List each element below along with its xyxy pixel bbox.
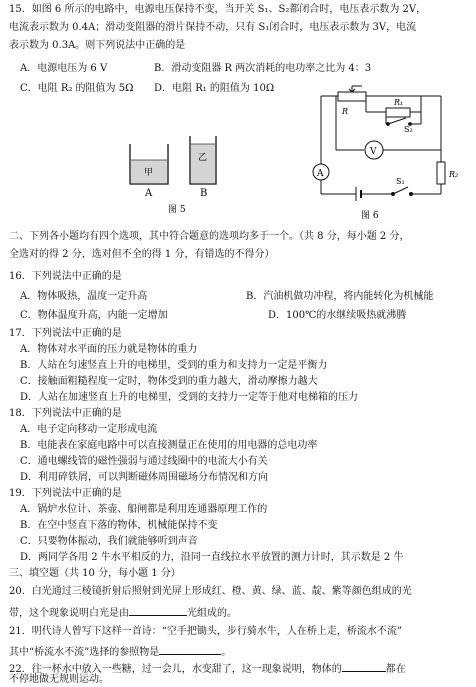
q15-stem-line-3: 表示数为 0.3A。则下列说法中正确的是 [9,40,186,51]
q21-answer-blank[interactable] [159,643,221,655]
q17-option-c: C．接触面粗糙程度一定时，物体受到的重力越大，滑动摩擦力越大 [20,376,318,387]
q16-option-a: A．物体吸热，温度一定升高 [20,291,148,302]
label-s2: S₂ [404,125,413,134]
label-s1: S₁ [396,177,405,186]
q19-option-c: C．只要物体振动，我们就能够听到声音 [20,536,198,547]
q18-option-b: B．电能表在家庭电路中可以直接测量正在使用的用电器的总电功率 [20,440,318,451]
label-v: V [370,147,377,157]
beaker-b-liquid [191,144,215,183]
q17-option-d: D．人站在加速竖直上升的电梯里，受到的支持力一定等于他对电梯箱的压力 [20,392,359,403]
q15-option-c: C．电阻 R₂ 的阻值为 5Ω [20,83,134,94]
figure-5-caption: 图 5 [168,205,186,214]
q19-option-a: A．锅炉水位计、茶壶、船闸都是利用连通器原理工作的 [20,504,268,515]
q21-line-1: 21．明代诗人曾写下这样一首诗：“空手把锄头，步行骑水牛，人在桥上走，桥流水不流” [9,626,402,637]
q15-option-a: A．电源电压为 6 V [20,63,108,74]
q22-text-before-blank: 22．往一杯水中放入一些糖，过一会儿，水变甜了，这一现象说明，物体的 [9,664,342,675]
q16-stem: 16．下列说法中正确的是 [9,271,122,282]
liquid-jia-label: 甲 [144,168,154,178]
q22-answer-blank[interactable] [342,660,386,672]
liquid-yi-label: 乙 [198,153,208,163]
q18-stem: 18．下列说法中正确的是 [9,408,122,419]
q20-line-2 [9,604,237,621]
rheostat-r [338,92,366,101]
q15-stem-line-1: 15．如图 6 所示的电路中，电源电压保持不变，当开关 S₁、S₂都闭合时，电压表示数为 2V， [9,4,427,15]
q20-answer-blank[interactable] [129,604,187,616]
label-r2: R₂ [449,170,459,179]
figure-6-circuit [296,84,468,224]
q19-option-d: D．两同学各用 2 牛水平相反的力，沿同一直线拉水平放置的测力计时，其示数是 2 牛 [20,552,404,563]
q17-option-b: B．人站在匀速竖直上升的电梯里，受到的重力和支持力一定是平衡力 [20,360,328,371]
q19-stem: 19．下列说法中正确的是 [9,488,122,499]
q21-text-before-blank: 其中“桥流水不流”选择的参照物是 [9,647,160,658]
q16-option-b: B．汽油机做功冲程，将内能转化为机械能 [246,291,434,302]
q17-option-a: A．物体对水平面的压力就是物体的重力 [20,344,198,355]
label-a: A [317,169,324,179]
label-r1: R₁ [394,98,404,107]
beaker-a-caption: A [145,188,153,199]
q22-text-after-blank: 都在 [385,664,406,675]
q15-option-d: D．电阻 R₁ 的阻值为 10Ω [154,83,275,94]
q17-stem: 17．下列说法中正确的是 [9,328,122,339]
q21-line-2 [9,643,231,660]
figure-6-caption: 图 6 [361,211,379,221]
q18-option-a: A．电子定向移动一定形成电流 [20,424,158,435]
q19-option-b: B．在空中竖直下落的物体，机械能保持不变 [20,520,218,531]
q18-option-c: C．通电螺线管的磁性强弱与通过线圈中的电流大小有关 [20,456,268,467]
resistor-r1 [386,108,410,117]
section-3-header: 三、填空题（共 10 分，每小题 1 分） [9,568,181,579]
beaker-b-caption: B [200,188,208,199]
q18-option-d: D．利用碎铁屑，可以判断磁体周围磁场分布情况和方向 [20,472,269,483]
resistor-r2 [437,162,445,184]
section-2-header-line-2: 全选对的得 2 分，选对但不全的得 1 分，有错选的不得分） [9,249,275,260]
q20-text-after-blank: 光组成的。 [187,608,237,619]
q20-text-before-blank: 带，这个现象说明白光是由 [9,608,129,619]
q21-text-after-blank: 。 [221,647,232,658]
figure-5 [120,132,230,214]
q22-line-2: 不停地做无规则运动。 [9,674,109,685]
q15-option-b: B．滑动变阻器 R 两次消耗的电功率之比为 4：3 [154,63,372,74]
q16-option-d: D．100℃的水继续吸热就沸腾 [268,310,407,321]
label-r: R [342,107,349,116]
section-2-header-line-1: 二、下列各小题均有四个选项，其中符合题意的选项均多于一个。（共 8 分，每小题 2 分， [9,231,410,242]
q20-line-1: 20．白光通过三棱镜折射后照射到光屏上形成红、橙、黄、绿、蓝、靛、紫等颜色组成的光 [9,586,412,597]
q15-stem-line-2: 电流表示数为 0.4A；滑动变阻器的滑片保持不动，只有 S₁闭合时，电压表示数为 3V，电流 [9,22,417,33]
q16-option-c: C．物体温度升高，内能一定增加 [20,310,168,321]
